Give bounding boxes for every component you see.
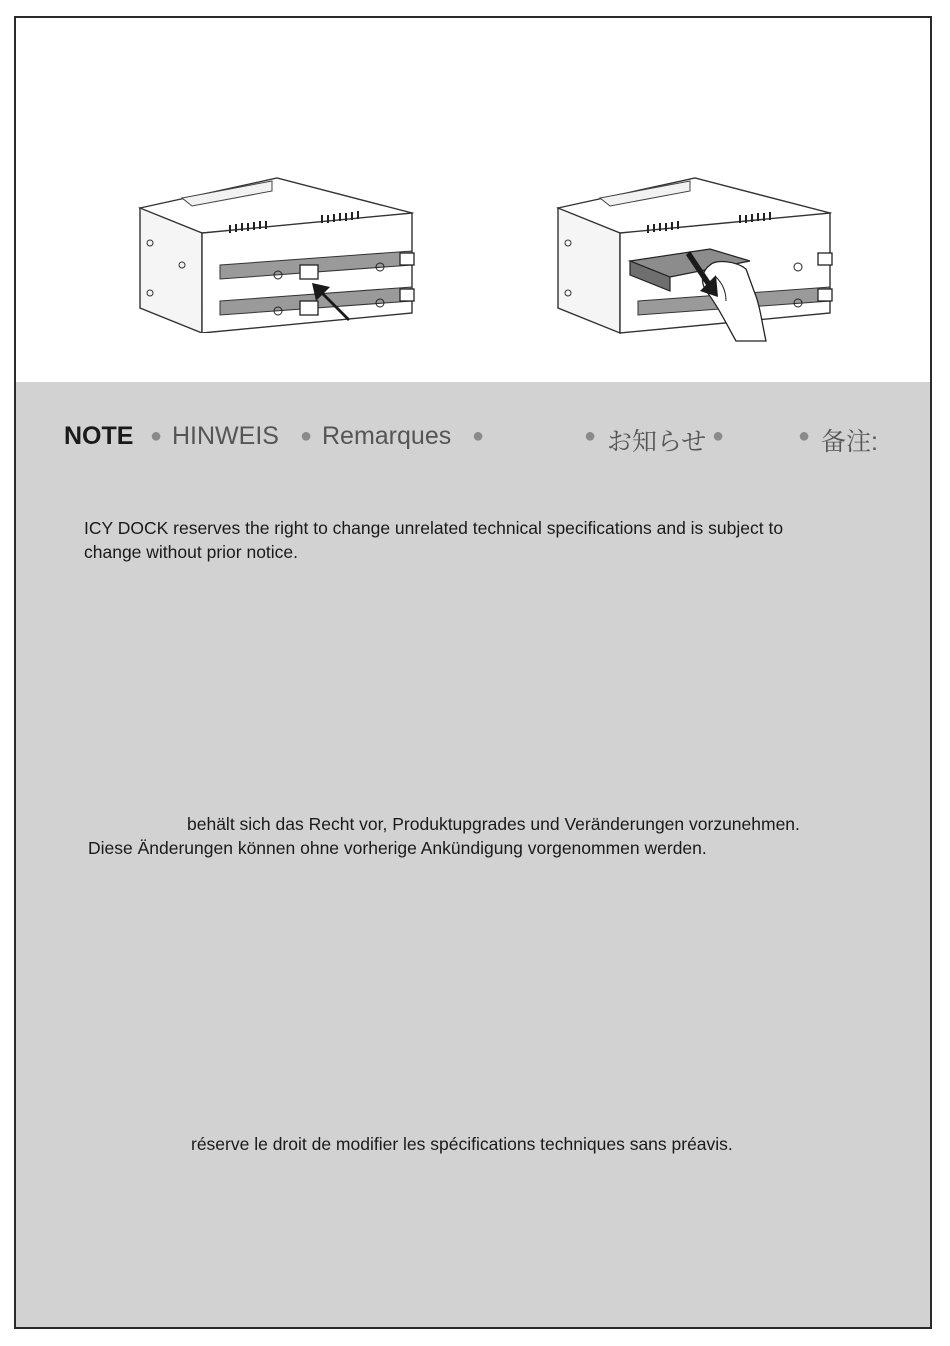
- bullet-dot: ●: [798, 425, 811, 447]
- bullet-dot: ●: [300, 425, 313, 447]
- note-german-line2: Diese Änderungen können ohne vorherige Ankündigung vorgenommen werden.: [88, 838, 707, 858]
- bullet-dot: ●: [712, 425, 725, 447]
- note-french: [191, 1132, 911, 1156]
- note-german-line1: behält sich das Recht vor, Produktupgrades und Veränderungen vorzunehmen.: [187, 814, 800, 834]
- note-english: [84, 516, 914, 564]
- note-label-fr: Remarques: [322, 422, 452, 450]
- note-french-line1: réserve le droit de modifier les spécifications techniques sans préavis.: [191, 1134, 733, 1154]
- bullet-dot: ●: [584, 425, 597, 447]
- note-label-zh: 备注:: [821, 428, 878, 456]
- note-header: [64, 422, 894, 456]
- bullet-dot: ●: [150, 425, 163, 447]
- note-english-line1: ICY DOCK reserves the right to change unrelated technical specifications and is subject to: [84, 518, 784, 538]
- bullet-dot: ●: [472, 425, 485, 447]
- note-label-ja: お知らせ: [607, 428, 707, 456]
- drive-cage-insert-illustration: [122, 173, 422, 333]
- page-frame: [14, 16, 932, 1329]
- note-label-de: HINWEIS: [172, 422, 279, 450]
- note-english-line2: change without prior notice.: [84, 542, 299, 562]
- note-label-en: NOTE: [64, 422, 134, 450]
- drive-cage-remove-illustration: [540, 173, 840, 343]
- figures-area: [16, 18, 930, 382]
- note-german: [88, 812, 918, 860]
- note-panel: [16, 382, 930, 1329]
